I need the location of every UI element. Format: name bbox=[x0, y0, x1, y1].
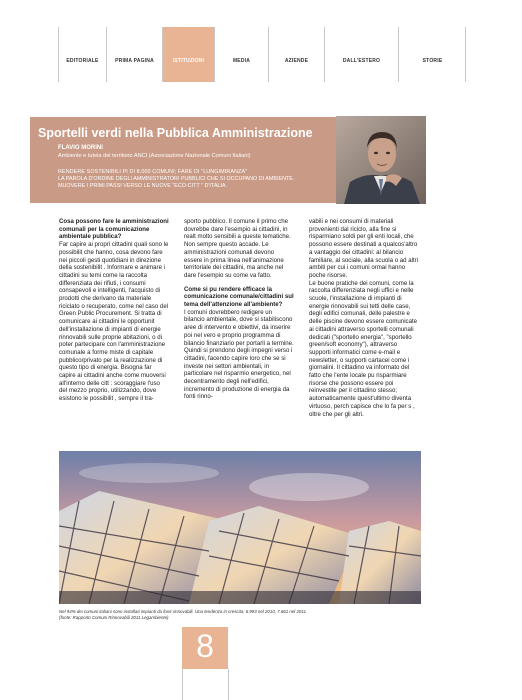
article-lead-line: MUOVERE I PRIMI PASSI VERSO LE NUOVE "ECO-CITT " D'ITALIA. bbox=[58, 183, 228, 189]
article-banner bbox=[30, 117, 336, 203]
article-column-3 bbox=[309, 218, 419, 418]
tab-label: PRIMA PAGINA bbox=[115, 58, 154, 64]
interview-question: Come si pu rendere efficace la comunicazione comunale/cittadini sul tema dell'attenzione all'ambiente? bbox=[184, 285, 294, 309]
tab-divider bbox=[465, 27, 466, 82]
interview-answer: Far capire ai propri cittadini quali sono le possibilit che hanno, cosa devono fare nei piccoli gesti quotidiani in direzione della sostenibilit . Informare e animare i cittadini su temi come la raccolta differenziata dei rifiuti, i consumi consapevoli e intelligenti, l'acquisto di prodotti che derivano da materiale riciclato o recuperato, come nel caso del Green Public Procurement. Si tratta di comunicare ai cittadini le opportunit dell'installazione di impianti di energie rinnovabili sulle proprie abitazioni, o di poter partecipare con l'amministrazione comunale a forme miste di capitale pubblico/privato per la realizzazione di questo tipo di energia. Bisogna far capire ai cittadini anche come muoversi all'interno delle citt : scoraggiare l'uso del mezzo proprio, utilizzando, dove esistono le possibilit , sempre il tra- bbox=[59, 241, 169, 403]
footer-rule bbox=[228, 669, 229, 700]
caption-line: Nel 94% dei comuni italiani sono installati impianti da fonti rinnovabili. Una tendenza in crescita: 6.993 nel 2010, 7.661 nel 2011. bbox=[59, 609, 308, 614]
solar-panels-photo bbox=[59, 451, 421, 604]
tab-aziende[interactable] bbox=[268, 27, 324, 82]
photo-caption bbox=[59, 609, 421, 621]
author-role: Ambiente e tutela del territorio ANCI (Associazione Nazionale Comuni Italiani) bbox=[58, 153, 251, 159]
page-number: 8 bbox=[196, 628, 214, 664]
interview-answer: vabili e nei consumi di materiali provenienti dal riciclo, alla fine si risparmiano soldi per gli enti locali, che possono essere destinati a qualcos'altro a vantaggio dei cittadini: al bilancio familiare, al sociale, alla scuola o ad altri ambiti per cui i comuni ormai hanno poche risorse. bbox=[309, 218, 419, 279]
tab-storie[interactable] bbox=[398, 27, 466, 82]
interview-answer: sporto pubblico. Il comune il primo che dovrebbe dare l'esempio ai cittadini, in realt molto sensibili a queste tematiche. Non sempre questo accade. Le amministrazioni comunali devono essere in prima linea nell'animazione territoriale dei cittadini, ma anche nel dare l'esempio su come va fatto. bbox=[184, 218, 291, 279]
tab-media[interactable] bbox=[214, 27, 268, 82]
tab-editoriale[interactable] bbox=[58, 27, 106, 82]
caption-source: (fonte: Rapporto Comuni Rinnovabili 2011 Legambiente) bbox=[59, 615, 169, 620]
author-photo bbox=[336, 116, 426, 204]
tab-istituzioni[interactable] bbox=[162, 27, 214, 82]
tab-label: DALL'ESTERO bbox=[342, 58, 381, 64]
tab-label: STORIE bbox=[422, 58, 443, 64]
article-lead-line: LA PAROLA D'ORDINE DEGLI AMMINISTRATORI PUBBLICI CHE SI OCCUPANO DI AMBIENTE. bbox=[58, 176, 295, 182]
tab-label: EDITORIALE bbox=[66, 58, 99, 64]
article-column-2 bbox=[184, 218, 294, 401]
tab-dall-estero[interactable] bbox=[324, 27, 398, 82]
tab-label: MEDIA bbox=[232, 58, 251, 64]
article-author: FLAVIO MORINI bbox=[58, 145, 103, 151]
footer-rule bbox=[182, 669, 183, 700]
section-tabs bbox=[58, 27, 466, 82]
tab-prima-pagina[interactable] bbox=[106, 27, 162, 82]
page-number-box bbox=[182, 627, 228, 669]
interview-answer: Le buone pratiche dei comuni, come la raccolta differenziata negli uffici e nelle scuole, l'installazione di impianti di energie rinnovabili sui tetti delle case, degli edifici comunali, delle palestre e delle piscine devono essere comunicate ai cittadini attraverso sportelli comunali dedicati ("sportello energia", "sportello green/soft economy"), attraverso supporti informatici come e-mail e newsletter, o supporti cartacei come i giornalini. Il cittadino va informato del fatto che l'ente locale pu risparmiare risorse che possono essere poi reinvestite per il cittadino stesso; automaticamente quest'ultimo diventa virtuoso, perch capisce che lo fa per s , oltre che per gli altri. bbox=[309, 279, 418, 418]
tab-label: ISTITUZIONI bbox=[172, 58, 205, 64]
interview-question: Cosa possono fare le amministrazioni comunali per la comunicazione ambientale pubblica? bbox=[59, 218, 169, 241]
tab-label: AZIENDE bbox=[284, 58, 309, 64]
article-title: Sportelli verdi nella Pubblica Amministrazione bbox=[38, 126, 313, 140]
interview-answer: I comuni dovrebbero redigere un bilancio ambientale, dove si stabiliscono aree di intervento e obiettivi, da inserire poi nel vero e proprio programma di bilancio finanziario per portarli a termine. Quindi si prendono degli impegni verso i cittadini, facendo capire loro che se si investe nei settori ambientali, in particolare nel risparmio energetico, nel decentramento degli nell'edifici, incremento di produzione di energia da fonti rinno- bbox=[184, 308, 294, 401]
article-column-1 bbox=[59, 218, 169, 403]
article-lead-line: RENDERE SOSTENIBILI PI DI 8.000 COMUNI; FARE DI "LUNGIMIRANZA" bbox=[58, 169, 248, 175]
